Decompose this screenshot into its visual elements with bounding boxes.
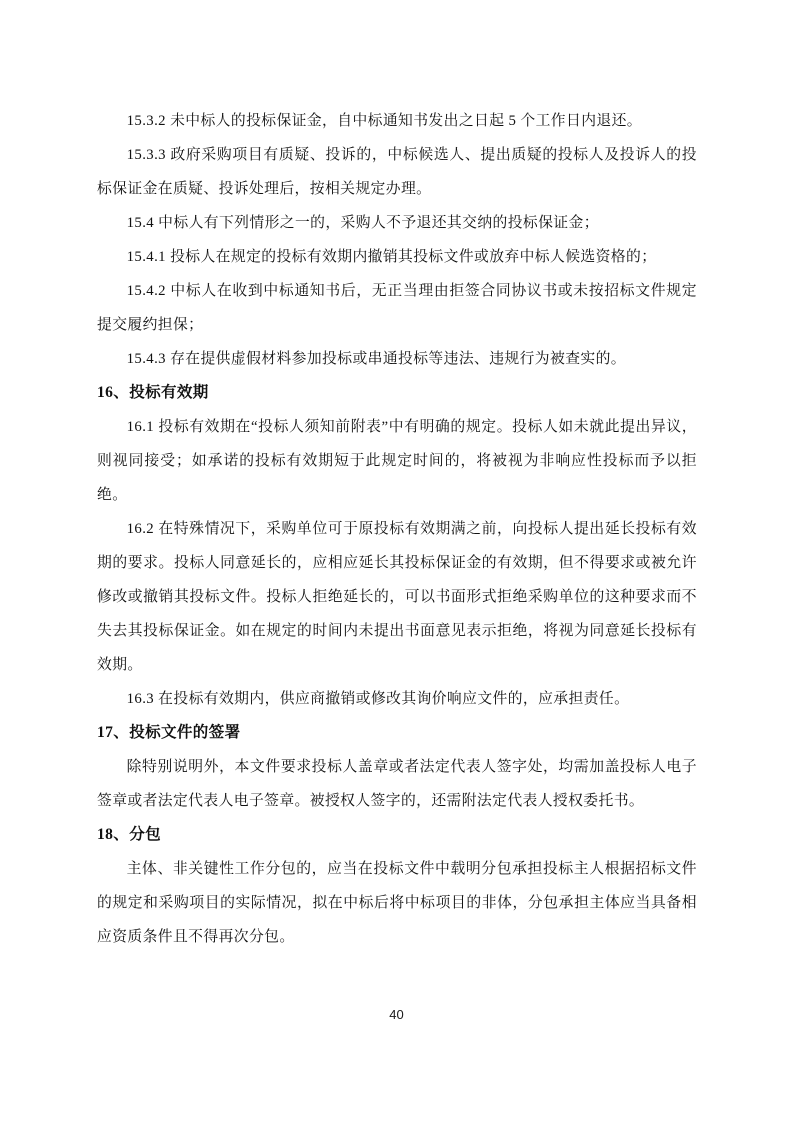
paragraph-18-body: 主体、非关键性工作分包的，应当在投标文件中载明分包承担投标主人根据招标文件的规定和采购项目的实际情况，拟在中标后将中标项目的非体，分包承担主体应当具备相应资质条件且不得再次分包。 <box>97 861 697 945</box>
page-number: 40 <box>389 1007 404 1022</box>
heading-17-signing-of-bid-documents: 17、投标文件的签署 <box>97 724 241 741</box>
paragraph-15-4-2: 15.4.2 中标人在收到中标通知书后，无正当理由拒签合同协议书或未按招标文件规定提交履约担保； <box>97 283 697 333</box>
heading-18-subcontracting: 18、分包 <box>97 826 162 843</box>
heading-16-bid-validity: 16、投标有效期 <box>97 384 209 401</box>
paragraph-15-4-3: 15.4.3 存在提供虚假材料参加投标或串通投标等违法、违规行为被查实的。 <box>126 351 626 367</box>
paragraph-15-3-2: 15.3.2 未中标人的投标保证金，自中标通知书发出之日起 5 个工作日内退还。 <box>126 113 642 129</box>
paragraph-16-3: 16.3 在投标有效期内，供应商撤销或修改其询价响应文件的，应承担责任。 <box>126 691 630 707</box>
paragraph-16-2: 16.2 在特殊情况下，采购单位可于原投标有效期满之前，向投标人提出延长投标有效期的要求。投标人同意延长的，应相应延长其投标保证金的有效期，但不得要求或被允许修改或撤销其投标文件。投标人拒绝延长的，可以书面形式拒绝采购单位的这种要求而不失去其投标保证金。如在规定的时间内未提出书面意见表示拒绝，将视为同意延长投标有效期。 <box>97 521 697 673</box>
paragraph-15-4-1: 15.4.1 投标人在规定的投标有效期内撤销其投标文件或放弃中标人候选资格的； <box>126 249 657 265</box>
paragraph-15-4: 15.4 中标人有下列情形之一的，采购人不予退还其交纳的投标保证金； <box>126 215 599 231</box>
paragraph-16-1: 16.1 投标有效期在“投标人须知前附表”中有明确的规定。投标人如未就此提出异议，则视同接受；如承诺的投标有效期短于此规定时间的，将被视为非响应性投标而予以拒绝。 <box>97 419 697 503</box>
paragraph-15-3-3: 15.3.3 政府采购项目有质疑、投诉的，中标候选人、提出质疑的投标人及投诉人的投标保证金在质疑、投诉处理后，按相关规定办理。 <box>97 147 697 197</box>
document-body <box>97 104 697 954</box>
paragraph-17-body: 除特别说明外，本文件要求投标人盖章或者法定代表人签字处，均需加盖投标人电子签章或者法定代表人电子签章。被授权人签字的，还需附法定代表人授权委托书。 <box>97 759 697 809</box>
